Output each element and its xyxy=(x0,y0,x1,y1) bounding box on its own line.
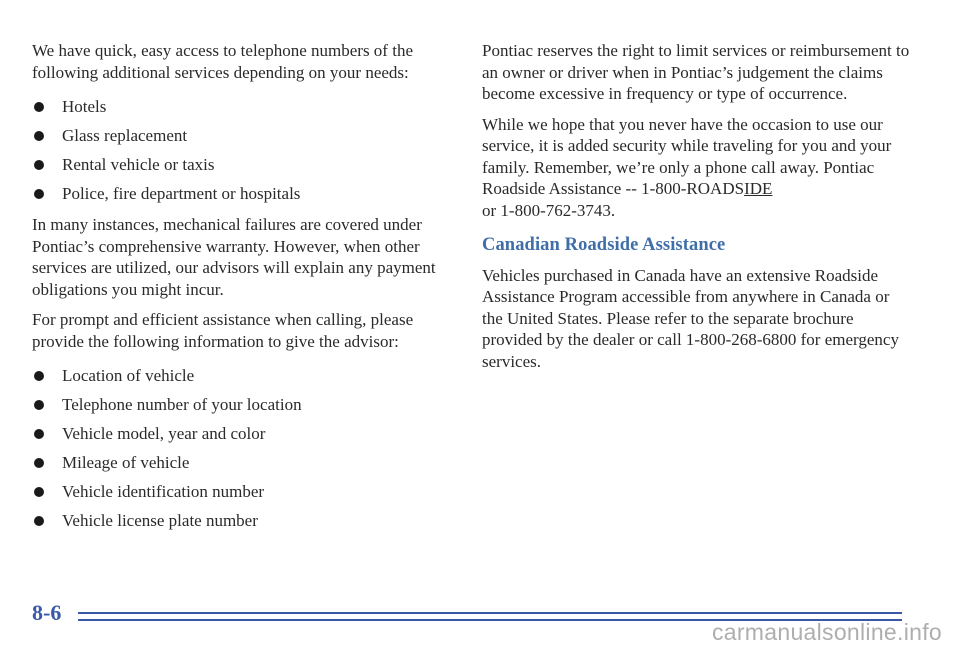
watermark-bottom: carmanualsonline.info xyxy=(711,619,942,645)
bullet-icon xyxy=(34,400,44,410)
bullet-icon xyxy=(34,102,44,112)
bullet-icon xyxy=(34,189,44,199)
list-item: Police, fire department or hospitals xyxy=(32,179,452,208)
right-column xyxy=(482,40,912,381)
intro-paragraph: We have quick, easy access to telephone numbers of the following additional services depending on your needs: xyxy=(32,41,413,82)
list-item: Glass replacement xyxy=(32,121,452,150)
services-list xyxy=(32,92,452,208)
bullet-icon xyxy=(34,131,44,141)
footer-rule xyxy=(78,612,902,614)
list-item: Rental vehicle or taxis xyxy=(32,150,452,179)
canadian-paragraph: Vehicles purchased in Canada have an extensive Roadside Assistance Program accessible from anywhere in Canada or the United States. Please refer to the separate brochure provided by the dealer or call 1-800-268-6800 for emergency services. xyxy=(482,265,899,371)
left-column xyxy=(32,40,452,541)
page-number: 8-6 xyxy=(32,600,62,625)
list-item: Mileage of vehicle xyxy=(32,448,452,477)
reserves-paragraph: Pontiac reserves the right to limit services or reimbursement to an owner or driver when in Pontiac’s judgement the claims become excessive in frequency or type of occurrence. xyxy=(482,41,910,103)
list-item: Vehicle license plate number xyxy=(32,506,452,535)
security-paragraph: While we hope that you never have the occasion to use our service, it is added security while traveling for you and your family. Remember, we’re only a phone call away. Pontiac Roadside Assistance -- 1-800-ROADSIDE or 1-800-762-3743. xyxy=(482,114,892,220)
list-item: Vehicle model, year and color xyxy=(32,419,452,448)
list-item: Hotels xyxy=(32,92,452,121)
list-item: Vehicle identification number xyxy=(32,477,452,506)
prompt-paragraph: For prompt and efficient assistance when calling, please provide the following information to give the advisor: xyxy=(32,310,414,351)
bullet-icon xyxy=(34,429,44,439)
list-item: Location of vehicle xyxy=(32,361,452,390)
section-heading: Canadian Roadside Assistance xyxy=(482,235,726,255)
bullet-icon xyxy=(34,516,44,526)
bullet-icon xyxy=(34,458,44,468)
warranty-paragraph: In many instances, mechanical failures are covered under Pontiac’s comprehensive warranty. However, when other services are utilized, our advisors will explain any payment obligations you might incur. xyxy=(32,215,436,299)
info-list xyxy=(32,361,452,535)
bullet-icon xyxy=(34,160,44,170)
bullet-icon xyxy=(34,371,44,381)
list-item: Telephone number of your location xyxy=(32,390,452,419)
bullet-icon xyxy=(34,487,44,497)
